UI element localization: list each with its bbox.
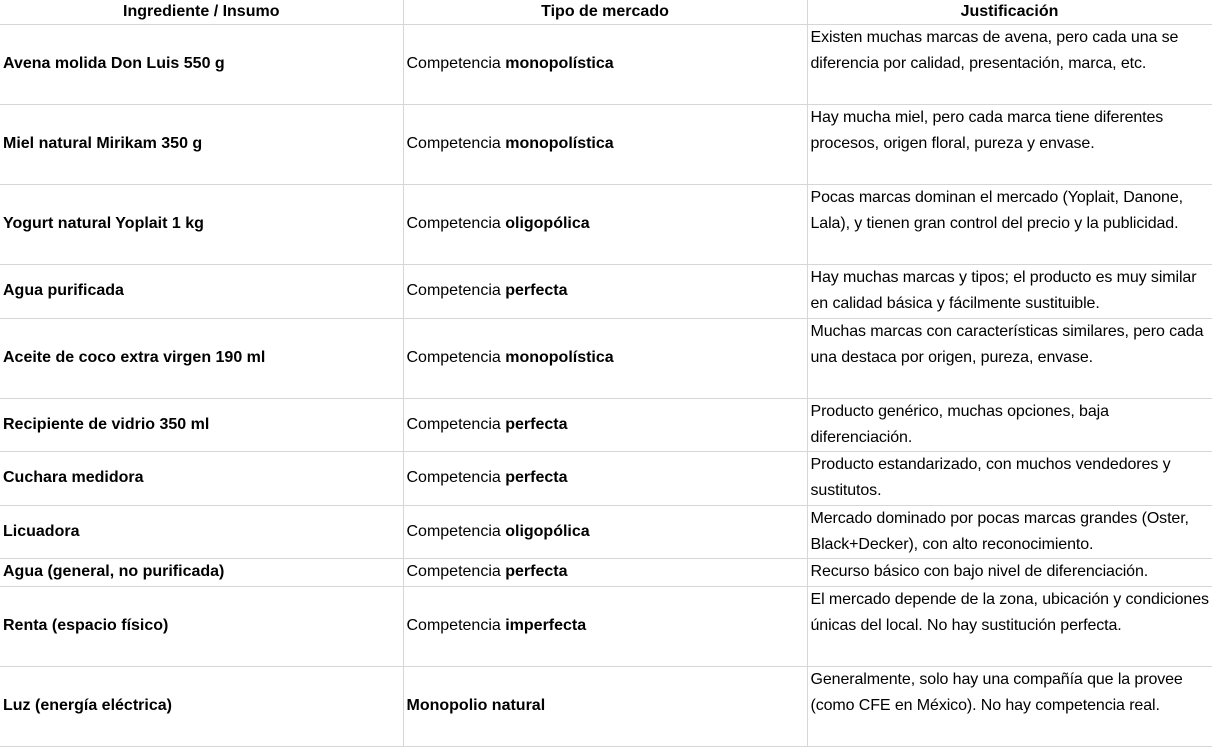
market-prefix: Competencia bbox=[406, 415, 506, 433]
ingredient-cell[interactable]: Yogurt natural Yoplait 1 kg bbox=[0, 185, 403, 265]
table-row bbox=[0, 265, 1212, 319]
market-term: perfecta bbox=[505, 415, 568, 433]
table-row bbox=[0, 586, 1212, 666]
justification-cell[interactable]: Producto genérico, muchas opciones, baja diferenciación. bbox=[807, 398, 1212, 452]
justification-cell[interactable]: Hay mucha miel, pero cada marca tiene diferentes procesos, origen floral, pureza y envase. bbox=[807, 105, 1212, 185]
justification-cell[interactable]: Producto estandarizado, con muchos vendedores y sustitutos. bbox=[807, 452, 1212, 506]
market-prefix: Competencia bbox=[406, 563, 506, 581]
justification-cell[interactable]: Muchas marcas con características similares, pero cada una destaca por origen, pureza, envase. bbox=[807, 318, 1212, 398]
market-prefix: Competencia bbox=[406, 348, 506, 366]
ingredient-cell[interactable]: Aceite de coco extra virgen 190 ml bbox=[0, 318, 403, 398]
justification-cell[interactable]: Pocas marcas dominan el mercado (Yoplait, Danone, Lala), y tienen gran control del precio y la publicidad. bbox=[807, 185, 1212, 265]
table-row bbox=[0, 185, 1212, 265]
market-type-cell[interactable] bbox=[403, 265, 807, 319]
market-prefix: Competencia bbox=[406, 469, 506, 487]
ingredient-cell[interactable]: Cuchara medidora bbox=[0, 452, 403, 506]
market-type-cell[interactable] bbox=[403, 185, 807, 265]
table-row bbox=[0, 559, 1212, 586]
market-prefix: Competencia bbox=[406, 55, 506, 73]
ingredient-cell[interactable]: Miel natural Mirikam 350 g bbox=[0, 105, 403, 185]
table-row bbox=[0, 452, 1212, 506]
justification-cell[interactable]: Generalmente, solo hay una compañía que la provee (como CFE en México). No hay competencia real. bbox=[807, 666, 1212, 746]
table-row bbox=[0, 105, 1212, 185]
ingredient-cell[interactable]: Agua purificada bbox=[0, 265, 403, 319]
market-type-cell[interactable] bbox=[403, 505, 807, 559]
market-type-cell[interactable] bbox=[403, 398, 807, 452]
table-row bbox=[0, 318, 1212, 398]
market-prefix: Competencia bbox=[406, 617, 506, 635]
market-prefix: Competencia bbox=[406, 282, 506, 300]
justification-cell[interactable]: Hay muchas marcas y tipos; el producto es muy similar en calidad básica y fácilmente sustituible. bbox=[807, 265, 1212, 319]
header-ingredient[interactable]: Ingrediente / Insumo bbox=[0, 0, 403, 25]
market-type-cell[interactable] bbox=[403, 105, 807, 185]
market-term: perfecta bbox=[505, 469, 568, 487]
market-prefix: Competencia bbox=[406, 135, 506, 153]
market-type-cell[interactable] bbox=[403, 666, 807, 746]
market-term: perfecta bbox=[505, 563, 568, 581]
market-term: monopolística bbox=[505, 348, 614, 366]
market-term: oligopólica bbox=[505, 215, 590, 233]
ingredient-cell[interactable]: Licuadora bbox=[0, 505, 403, 559]
market-term: Monopolio natural bbox=[406, 697, 546, 715]
justification-cell[interactable]: Recurso básico con bajo nivel de diferenciación. bbox=[807, 559, 1212, 586]
market-type-cell[interactable] bbox=[403, 452, 807, 506]
ingredient-cell[interactable]: Recipiente de vidrio 350 ml bbox=[0, 398, 403, 452]
justification-cell[interactable]: Mercado dominado por pocas marcas grandes (Oster, Black+Decker), con alto reconocimiento. bbox=[807, 505, 1212, 559]
market-term: perfecta bbox=[505, 282, 568, 300]
ingredient-cell[interactable]: Renta (espacio físico) bbox=[0, 586, 403, 666]
market-prefix: Competencia bbox=[406, 215, 506, 233]
table-row bbox=[0, 25, 1212, 105]
market-term: monopolística bbox=[505, 135, 614, 153]
ingredient-cell[interactable]: Agua (general, no purificada) bbox=[0, 559, 403, 586]
ingredient-cell[interactable]: Avena molida Don Luis 550 g bbox=[0, 25, 403, 105]
header-market-type[interactable]: Tipo de mercado bbox=[403, 0, 807, 25]
table-row bbox=[0, 398, 1212, 452]
header-justification[interactable]: Justificación bbox=[807, 0, 1212, 25]
market-term: oligopólica bbox=[505, 522, 590, 540]
justification-cell[interactable]: Existen muchas marcas de avena, pero cada una se diferencia por calidad, presentación, marca, etc. bbox=[807, 25, 1212, 105]
header-row bbox=[0, 0, 1212, 25]
market-prefix: Competencia bbox=[406, 522, 506, 540]
market-type-cell[interactable] bbox=[403, 318, 807, 398]
market-term: imperfecta bbox=[505, 617, 587, 635]
ingredient-cell[interactable]: Luz (energía eléctrica) bbox=[0, 666, 403, 746]
table-row bbox=[0, 666, 1212, 746]
market-type-cell[interactable] bbox=[403, 586, 807, 666]
market-type-cell[interactable] bbox=[403, 559, 807, 586]
justification-cell[interactable]: El mercado depende de la zona, ubicación y condiciones únicas del local. No hay sustitución perfecta. bbox=[807, 586, 1212, 666]
market-term: monopolística bbox=[505, 55, 614, 73]
market-type-cell[interactable] bbox=[403, 25, 807, 105]
table-row bbox=[0, 505, 1212, 559]
